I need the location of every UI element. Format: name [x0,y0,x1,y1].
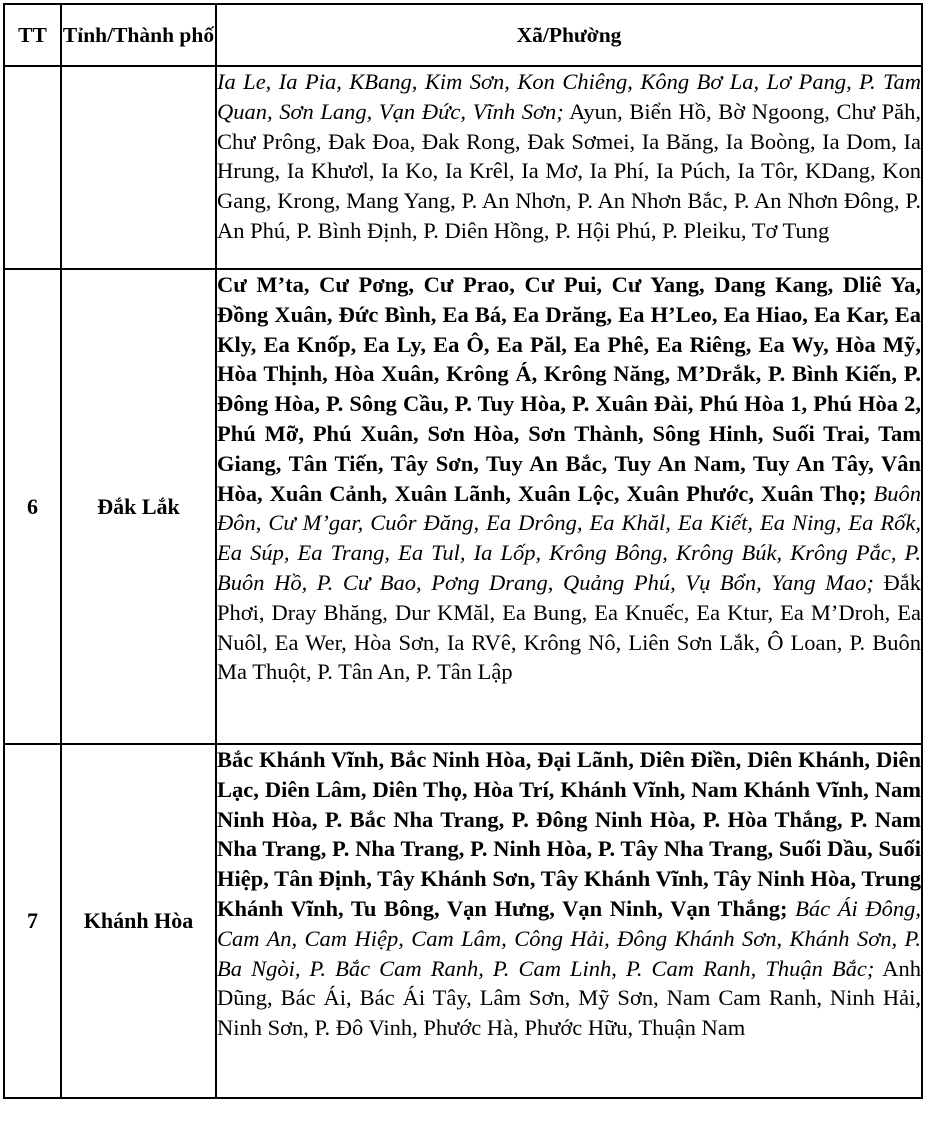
ward-list-bold: Bắc Khánh Vĩnh, Bắc Ninh Hòa, Đại Lãnh, Diên Điền, Diên Khánh, Diên Lạc, Diên Lâm, Diên Thọ, Hòa Trí, Khánh Vĩnh, Nam Khánh Vĩnh, Nam Ninh Hòa, P. Bắc Nha Trang, P. Đông Ninh Hòa, P. Hòa Thắng, P. Nam Nha Trang, P. Nha Trang, P. Ninh Hòa, P. Tây Nha Trang, Suối Dầu, Suối Hiệp, Tân Định, Tây Khánh Sơn, Tây Khánh Vĩnh, Tây Ninh Hòa, Trung Khánh Vĩnh, Tu Bông, Vạn Hưng, Vạn Ninh, Vạn Thắng; [217,747,921,921]
ward-list [216,744,922,1098]
header-wards: Xã/Phường [216,4,922,66]
ward-list-regular: Anh Dũng, Bác Ái, Bác Ái Tây, Lâm Sơn, Mỹ Sơn, Nam Cam Ranh, Ninh Hải, Ninh Sơn, P. Đô Vinh, Phước Hà, Phước Hữu, Thuận Nam [217,955,921,1041]
row-number: 7 [4,744,61,1098]
table-row [4,66,922,269]
row-number [4,66,61,269]
ward-list-sep [787,896,795,921]
row-number: 6 [4,269,61,744]
ward-list-italic: Bác Ái Đông, Cam An, Cam Hiệp, Cam Lâm, Công Hải, Đông Khánh Sơn, Khánh Sơn, P. Ba Ngòi, P. Bắc Cam Ranh, P. Cam Linh, P. Cam Ranh, Thuận Bắc; [217,895,921,981]
province-name: Đắk Lắk [61,269,216,744]
ward-list-sep [866,481,873,506]
ward-list [216,66,922,269]
header-row [4,4,922,66]
ward-list-regular: Đắk Phơi, Dray Bhăng, Dur KMăl, Ea Bung, Ea Knuếc, Ea Ktur, Ea M’Droh, Ea Nuôl, Ea Wer, Hòa Sơn, Ia RVê, Krông Nô, Liên Sơn Lắk, Ô Loan, P. Buôn Ma Thuột, P. Tân An, P. Tân Lập [217,569,921,685]
header-tt: TT [4,4,61,66]
province-name: Khánh Hòa [61,744,216,1098]
table-row [4,269,922,744]
ward-list-italic: Ia Le, Ia Pia, KBang, Kim Sơn, Kon Chiêng, Kông Bơ La, Lơ Pang, P. Tam Quan, Sơn Lang, Vạn Đức, Vĩnh Sơn; [217,69,921,124]
ward-list-bold: Cư M’ta, Cư Pơng, Cư Prao, Cư Pui, Cư Yang, Dang Kang, Dliê Ya, Đồng Xuân, Đức Bình, Ea Bá, Ea Drăng, Ea H’Leo, Ea Hiao, Ea Kar, Ea Kly, Ea Knốp, Ea Ly, Ea Ô, Ea Păl, Ea Phê, Ea Riêng, Ea Wy, Hòa Mỹ, Hòa Thịnh, Hòa Xuân, Krông Á, Krông Năng, M’Drắk, P. Bình Kiến, P. Đông Hòa, P. Sông Cầu, P. Tuy Hòa, P. Xuân Đài, Phú Hòa 1, Phú Hòa 2, Phú Mỡ, Phú Xuân, Sơn Hòa, Sơn Thành, Sông Hinh, Suối Trai, Tam Giang, Tân Tiến, Tây Sơn, Tuy An Bắc, Tuy An Nam, Tuy An Tây, Vân Hòa, Xuân Cảnh, Xuân Lãnh, Xuân Lộc, Xuân Phước, Xuân Thọ; [217,272,921,506]
header-province: Tỉnh/Thành phố [61,4,216,66]
table-row [4,744,922,1098]
province-name [61,66,216,269]
ward-list-italic: Buôn Đôn, Cư M’gar, Cuôr Đăng, Ea Drông, Ea Khăl, Ea Kiết, Ea Ning, Ea Rốk, Ea Súp, Ea Trang, Ea Tul, Ia Lốp, Krông Bông, Krông Búk, Krông Pắc, P. Buôn Hồ, P. Cư Bao, Pơng Drang, Quảng Phú, Vụ Bổn, Yang Mao; [217,480,922,595]
ward-list-regular: Ayun, Biển Hồ, Bờ Ngoong, Chư Păh, Chư Prông, Đak Đoa, Đak Rong, Đak Sơmei, Ia Băng, Ia Boòng, Ia Dom, Ia Hrung, Ia Khươl, Ia Ko, Ia Krêl, Ia Mơ, Ia Phí, Ia Púch, Ia Tôr, KDang, Kon Gang, Krong, Mang Yang, P. An Nhơn, P. An Nhơn Bắc, P. An Nhơn Đông, P. An Phú, P. Bình Định, P. Diên Hồng, P. Hội Phú, P. Pleiku, Tơ Tung [217,98,921,243]
ward-list [216,269,922,744]
ward-table [3,3,923,1099]
